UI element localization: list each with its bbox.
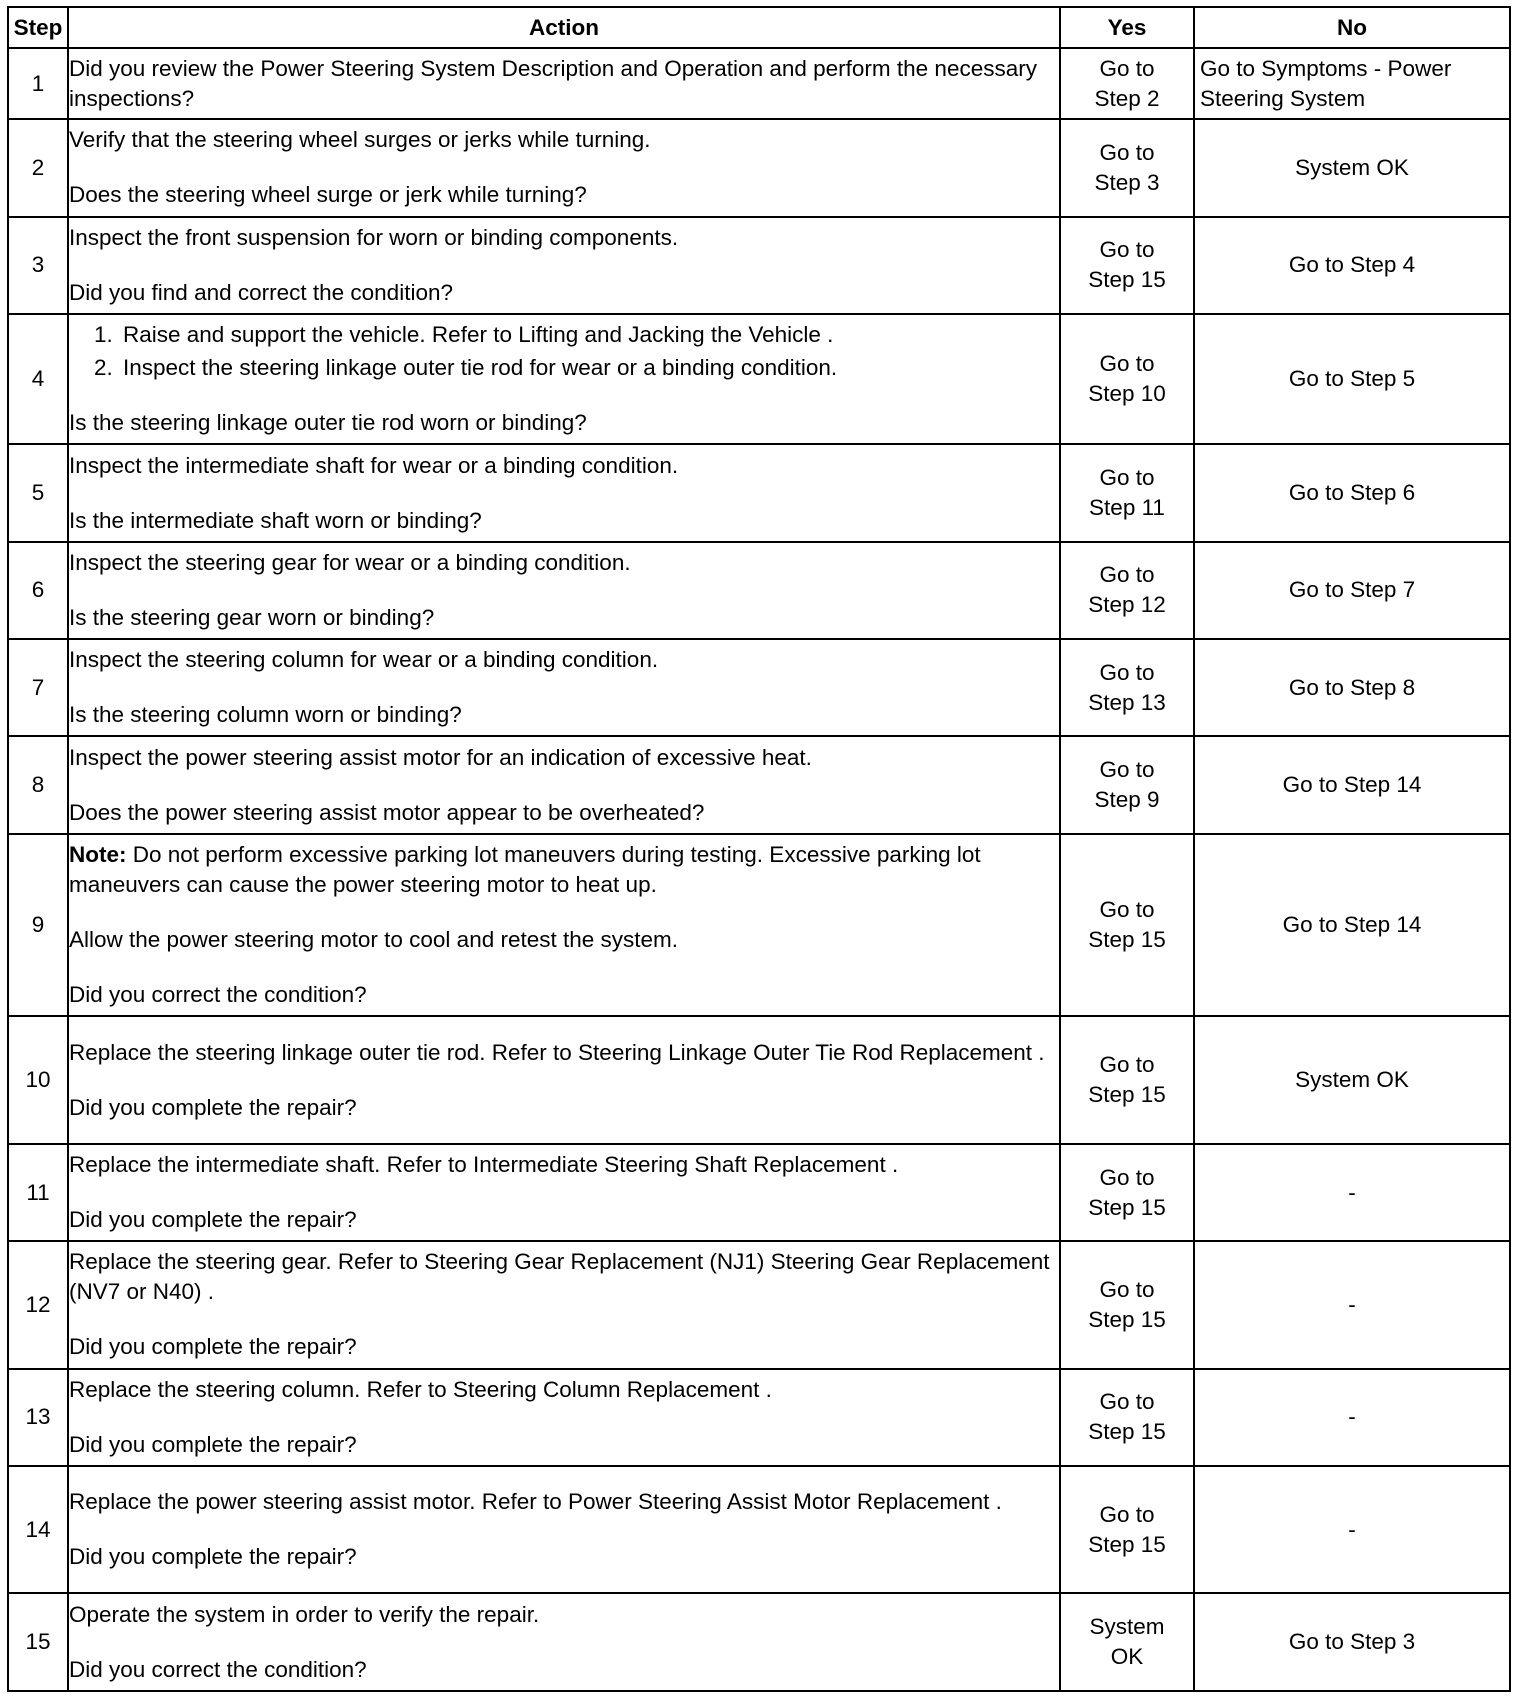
yes-cell [1060, 736, 1194, 833]
yes-cell [1060, 1369, 1194, 1466]
action-text: Inspect the steering gear for wear or a binding condition. [69, 549, 631, 575]
yes-cell [1060, 48, 1194, 119]
list-item: 1. Raise and support the vehicle. Refer to Lifting and Jacking the Vehicle . [119, 320, 1059, 350]
note-text: Do not perform excessive parking lot maneuvers during testing. Excessive parking lot maneuvers can cause the power steering motor to heat up. [69, 842, 981, 898]
step-number: 2 [8, 119, 68, 216]
no-cell: Go to Step 7 [1194, 542, 1510, 639]
action-question: Is the steering gear worn or binding? [69, 604, 435, 630]
action-text: Replace the intermediate shaft. Refer to Intermediate Steering Shaft Replacement . [69, 1152, 899, 1178]
yes-line: Go to [1099, 1389, 1155, 1415]
diagnostic-table [7, 6, 1511, 1692]
table-row [8, 639, 1510, 736]
action-question: Did you complete the repair? [69, 1334, 357, 1360]
no-cell: Go to Step 8 [1194, 639, 1510, 736]
table-row [8, 314, 1510, 444]
action-text: Inspect the steering column for wear or a binding condition. [69, 647, 659, 673]
action-cell [68, 444, 1060, 541]
step-number: 7 [8, 639, 68, 736]
action-question: Is the steering linkage outer tie rod worn or binding? [69, 410, 587, 436]
step-number: 10 [8, 1016, 68, 1143]
no-cell: Go to Step 5 [1194, 314, 1510, 444]
yes-line: OK [1110, 1644, 1144, 1670]
note-label: Note: [69, 842, 127, 868]
yes-cell [1060, 1144, 1194, 1241]
no-cell: - [1194, 1144, 1510, 1241]
action-text: Operate the system in order to verify the repair. [69, 1601, 540, 1627]
action-cell [68, 736, 1060, 833]
action-text: Did you review the Power Steering System Description and Operation and perform the necessary inspections? [69, 55, 1037, 111]
table-row [8, 1241, 1510, 1368]
step-number: 4 [8, 314, 68, 444]
yes-line: Step 15 [1088, 1419, 1166, 1445]
table-header-row [8, 7, 1510, 48]
yes-cell [1060, 1466, 1194, 1593]
action-question: Did you complete the repair? [69, 1431, 357, 1457]
table-row [8, 1369, 1510, 1466]
step-number: 12 [8, 1241, 68, 1368]
action-text: Replace the steering column. Refer to Steering Column Replacement . [69, 1376, 772, 1402]
no-cell: - [1194, 1369, 1510, 1466]
action-cell [68, 1593, 1060, 1691]
table-row [8, 48, 1510, 119]
yes-line: Go to [1099, 897, 1155, 923]
yes-cell [1060, 1241, 1194, 1368]
action-question: Does the steering wheel surge or jerk while turning? [69, 182, 587, 208]
action-cell [68, 1466, 1060, 1593]
action-question: Does the power steering assist motor appear to be overheated? [69, 799, 705, 825]
no-cell: Go to Step 3 [1194, 1593, 1510, 1691]
table-row [8, 1593, 1510, 1691]
no-line: Steering System [1200, 85, 1366, 111]
yes-cell [1060, 119, 1194, 216]
yes-line: Go to [1099, 465, 1155, 491]
yes-line: Go to [1099, 1052, 1155, 1078]
step-number: 8 [8, 736, 68, 833]
yes-line: Step 13 [1088, 689, 1166, 715]
step-number: 5 [8, 444, 68, 541]
no-line: Go to Symptoms - Power [1200, 55, 1452, 81]
table-row [8, 217, 1510, 314]
action-text: Inspect the front suspension for worn or binding components. [69, 224, 679, 250]
table-row [8, 542, 1510, 639]
action-numbered-list [69, 320, 1059, 383]
header-yes: Yes [1060, 7, 1194, 48]
action-question: Is the intermediate shaft worn or binding? [69, 507, 482, 533]
yes-line: Go to [1099, 139, 1155, 165]
header-no: No [1194, 7, 1510, 48]
action-question: Did you correct the condition? [69, 1656, 367, 1682]
action-text: Replace the steering gear. Refer to Steering Gear Replacement (NJ1) Steering Gear Replacement (NV7 or N40) . [69, 1249, 1050, 1305]
step-number: 6 [8, 542, 68, 639]
table-row [8, 444, 1510, 541]
no-cell: Go to Step 14 [1194, 736, 1510, 833]
yes-line: Go to [1099, 1164, 1155, 1190]
no-cell: Go to Step 14 [1194, 834, 1510, 1017]
diagnostic-table-page [7, 6, 1509, 1692]
no-cell: Go to Step 6 [1194, 444, 1510, 541]
yes-line: Go to [1099, 757, 1155, 783]
step-number: 15 [8, 1593, 68, 1691]
yes-line: Go to [1099, 1501, 1155, 1527]
step-number: 14 [8, 1466, 68, 1593]
action-cell [68, 542, 1060, 639]
action-text: Replace the steering linkage outer tie rod. Refer to Steering Linkage Outer Tie Rod Replacement . [69, 1039, 1045, 1065]
step-number: 1 [8, 48, 68, 119]
table-row [8, 1016, 1510, 1143]
yes-cell [1060, 542, 1194, 639]
no-cell: System OK [1194, 119, 1510, 216]
action-question: Did you find and correct the condition? [69, 279, 453, 305]
yes-line: Step 12 [1088, 592, 1166, 618]
yes-line: Step 2 [1094, 85, 1160, 111]
yes-cell [1060, 444, 1194, 541]
no-cell: System OK [1194, 1016, 1510, 1143]
yes-cell [1060, 834, 1194, 1017]
action-question: Did you correct the condition? [69, 982, 367, 1008]
action-question: Did you complete the repair? [69, 1207, 357, 1233]
table-row [8, 119, 1510, 216]
yes-line: Step 3 [1094, 169, 1160, 195]
no-cell: - [1194, 1466, 1510, 1593]
action-text: Replace the power steering assist motor. Refer to Power Steering Assist Motor Replacement . [69, 1489, 1002, 1515]
yes-line: Go to [1099, 1276, 1155, 1302]
yes-cell [1060, 1593, 1194, 1691]
action-text: Inspect the intermediate shaft for wear or a binding condition. [69, 452, 679, 478]
yes-line: Step 15 [1088, 1082, 1166, 1108]
action-cell [68, 48, 1060, 119]
yes-line: System [1089, 1614, 1165, 1640]
table-row [8, 736, 1510, 833]
action-cell [68, 1016, 1060, 1143]
action-cell [68, 639, 1060, 736]
yes-line: Go to [1099, 351, 1155, 377]
action-cell [68, 119, 1060, 216]
yes-line: Step 15 [1088, 1531, 1166, 1557]
no-cell [1194, 48, 1510, 119]
action-cell [68, 1369, 1060, 1466]
action-cell [68, 1144, 1060, 1241]
no-cell: Go to Step 4 [1194, 217, 1510, 314]
action-question: Did you complete the repair? [69, 1544, 357, 1570]
yes-cell [1060, 639, 1194, 736]
action-cell [68, 314, 1060, 444]
step-number: 11 [8, 1144, 68, 1241]
yes-line: Step 15 [1088, 1194, 1166, 1220]
yes-line: Go to [1099, 562, 1155, 588]
step-number: 13 [8, 1369, 68, 1466]
table-row [8, 1466, 1510, 1593]
yes-cell [1060, 217, 1194, 314]
yes-line: Step 15 [1088, 927, 1166, 953]
table-row [8, 1144, 1510, 1241]
action-question: Is the steering column worn or binding? [69, 702, 462, 728]
yes-line: Step 15 [1088, 1306, 1166, 1332]
yes-line: Go to [1099, 55, 1155, 81]
action-text: Inspect the power steering assist motor for an indication of excessive heat. [69, 744, 812, 770]
yes-line: Go to [1099, 659, 1155, 685]
no-cell: - [1194, 1241, 1510, 1368]
action-cell [68, 834, 1060, 1017]
header-action: Action [68, 7, 1060, 48]
yes-line: Step 11 [1089, 495, 1165, 521]
step-number: 3 [8, 217, 68, 314]
action-cell [68, 217, 1060, 314]
yes-line: Step 15 [1088, 267, 1166, 293]
header-step: Step [8, 7, 68, 48]
table-row [8, 834, 1510, 1017]
yes-cell [1060, 1016, 1194, 1143]
yes-line: Step 10 [1088, 381, 1166, 407]
yes-cell [1060, 314, 1194, 444]
action-text: Allow the power steering motor to cool and retest the system. [69, 927, 679, 953]
action-question: Did you complete the repair? [69, 1094, 357, 1120]
step-number: 9 [8, 834, 68, 1017]
action-cell [68, 1241, 1060, 1368]
note-paragraph [69, 840, 1059, 900]
list-item: 2. Inspect the steering linkage outer tie rod for wear or a binding condition. [119, 353, 1059, 383]
yes-line: Go to [1099, 237, 1155, 263]
yes-line: Step 9 [1094, 787, 1160, 813]
action-text: Verify that the steering wheel surges or jerks while turning. [69, 127, 651, 153]
